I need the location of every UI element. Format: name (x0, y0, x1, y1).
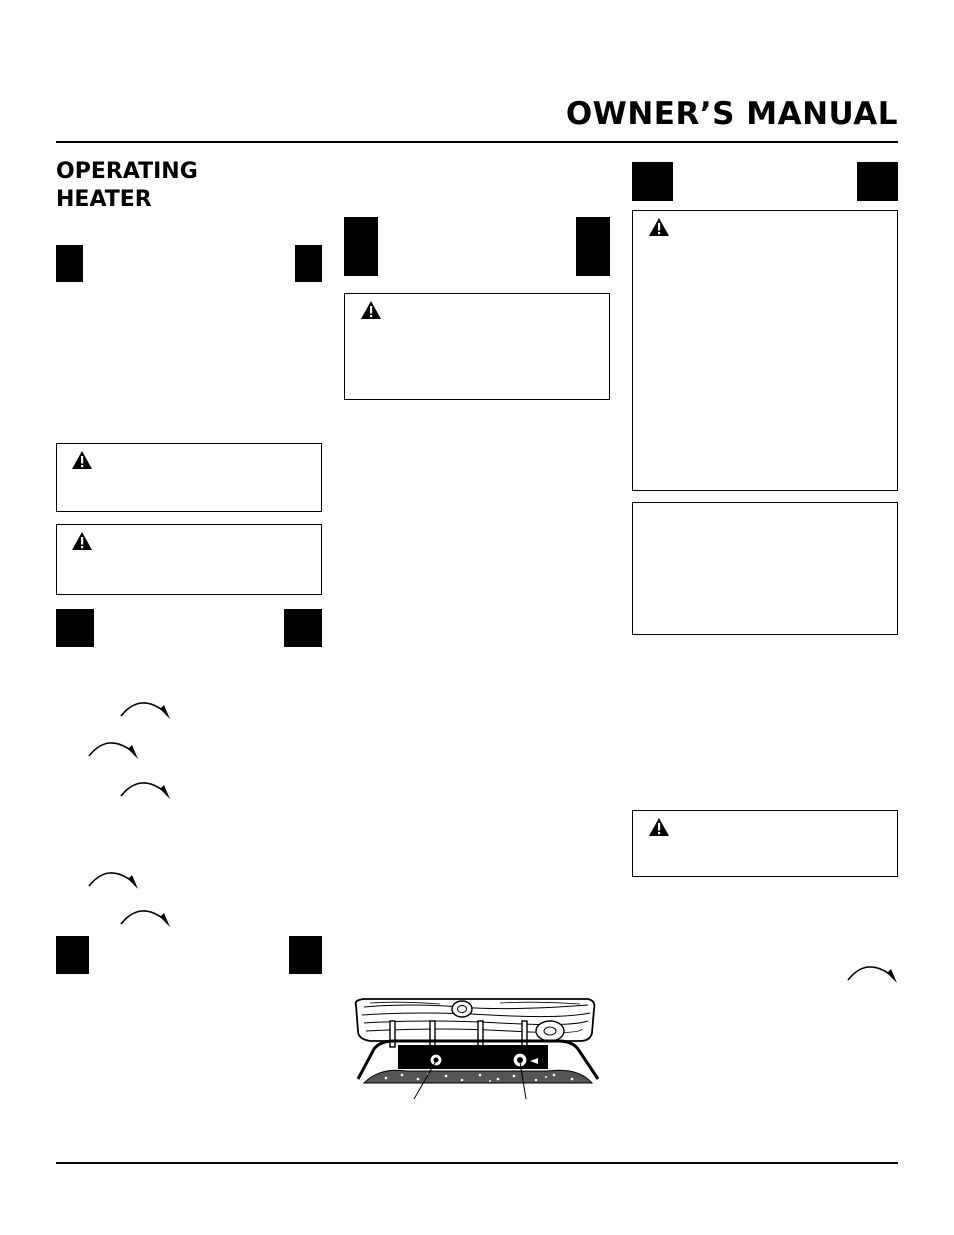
warning-triangle-icon (71, 450, 93, 470)
section-title-line1: OPERATING (56, 159, 198, 184)
manual-title: OWNER’S MANUAL (565, 96, 898, 132)
step-marker-left (56, 936, 89, 974)
curved-arrow-icon (86, 736, 142, 762)
step-marker-left (56, 609, 94, 647)
warning-box (56, 524, 322, 595)
step-marker-right (289, 936, 322, 974)
step-marker-right (295, 245, 322, 282)
step-marker-left (632, 162, 673, 201)
curved-arrow-icon (118, 904, 174, 930)
step-marker-right (857, 162, 898, 201)
curved-arrow-icon (118, 696, 174, 722)
warning-box (344, 293, 610, 400)
warning-box (56, 443, 322, 512)
section-title-line2: HEATER (56, 187, 152, 212)
warning-triangle-icon (648, 817, 670, 837)
curved-arrow-icon (118, 776, 174, 802)
step-marker-right (284, 609, 322, 647)
warning-triangle-icon (648, 217, 670, 237)
header-rule (56, 141, 898, 143)
warning-box (632, 210, 898, 491)
gas-log-heater-illustration (350, 995, 606, 1100)
step-marker-right (576, 217, 610, 276)
footer-rule (56, 1162, 898, 1164)
notice-box (632, 502, 898, 635)
curved-arrow-icon (845, 960, 901, 986)
step-marker-left (56, 245, 83, 282)
step-marker-left (344, 217, 378, 276)
warning-triangle-icon (360, 300, 382, 320)
curved-arrow-icon (86, 866, 142, 892)
warning-triangle-icon (71, 531, 93, 551)
section-title (56, 158, 198, 214)
warning-box (632, 810, 898, 877)
